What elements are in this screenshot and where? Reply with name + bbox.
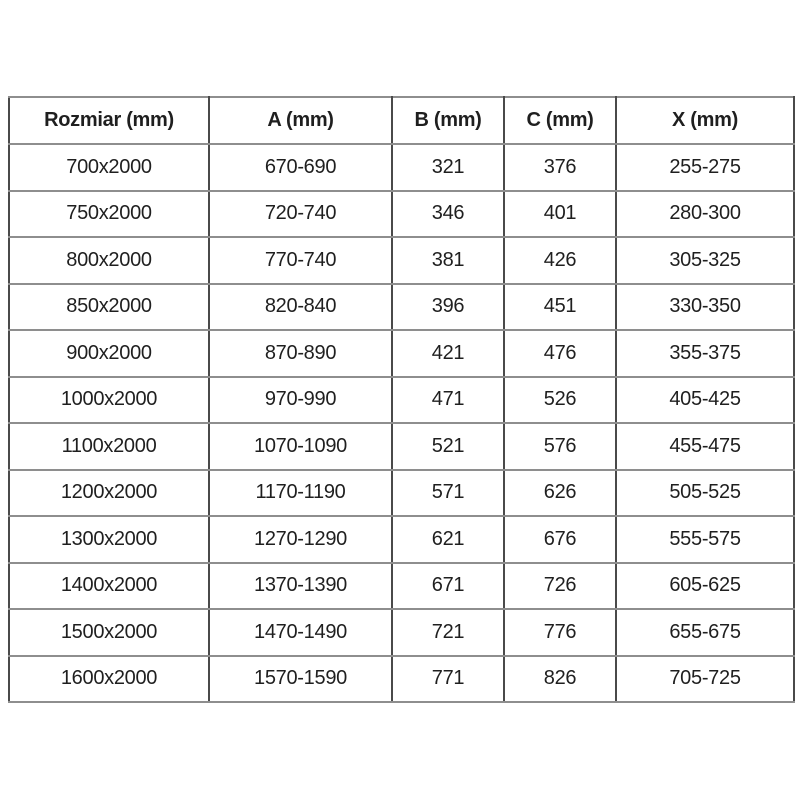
table-header-row xyxy=(9,97,794,144)
table-cell: 1270-1290 xyxy=(209,516,392,563)
table-cell: 605-625 xyxy=(616,563,794,610)
table-row xyxy=(9,563,794,610)
table-cell: 670-690 xyxy=(209,144,392,191)
table-cell: 376 xyxy=(504,144,616,191)
table-body xyxy=(9,144,794,702)
table-cell: 355-375 xyxy=(616,330,794,377)
table-cell: 820-840 xyxy=(209,284,392,331)
table-cell: 330-350 xyxy=(616,284,794,331)
table-cell: 1070-1090 xyxy=(209,423,392,470)
table-cell: 381 xyxy=(392,237,504,284)
table-cell: 771 xyxy=(392,656,504,703)
column-header-4: X (mm) xyxy=(616,97,794,144)
table-cell: 1400x2000 xyxy=(9,563,209,610)
table-cell: 476 xyxy=(504,330,616,377)
table-cell: 1470-1490 xyxy=(209,609,392,656)
table-cell: 426 xyxy=(504,237,616,284)
table-cell: 396 xyxy=(392,284,504,331)
table-cell: 1370-1390 xyxy=(209,563,392,610)
table-row xyxy=(9,330,794,377)
table-row xyxy=(9,377,794,424)
table-cell: 576 xyxy=(504,423,616,470)
table-row xyxy=(9,144,794,191)
table-cell: 776 xyxy=(504,609,616,656)
table-cell: 471 xyxy=(392,377,504,424)
table-cell: 720-740 xyxy=(209,191,392,238)
column-header-3: C (mm) xyxy=(504,97,616,144)
table-row xyxy=(9,284,794,331)
table-cell: 401 xyxy=(504,191,616,238)
column-header-2: B (mm) xyxy=(392,97,504,144)
table-cell: 321 xyxy=(392,144,504,191)
table-cell: 405-425 xyxy=(616,377,794,424)
table-cell: 555-575 xyxy=(616,516,794,563)
table-cell: 700x2000 xyxy=(9,144,209,191)
table-cell: 850x2000 xyxy=(9,284,209,331)
table-row xyxy=(9,516,794,563)
table-cell: 770-740 xyxy=(209,237,392,284)
table-cell: 1200x2000 xyxy=(9,470,209,517)
table-cell: 621 xyxy=(392,516,504,563)
table-cell: 1570-1590 xyxy=(209,656,392,703)
table-cell: 571 xyxy=(392,470,504,517)
table-cell: 726 xyxy=(504,563,616,610)
table-cell: 1100x2000 xyxy=(9,423,209,470)
table-cell: 521 xyxy=(392,423,504,470)
table-row xyxy=(9,609,794,656)
table-cell: 900x2000 xyxy=(9,330,209,377)
table-cell: 346 xyxy=(392,191,504,238)
table-cell: 750x2000 xyxy=(9,191,209,238)
table-cell: 800x2000 xyxy=(9,237,209,284)
table-cell: 870-890 xyxy=(209,330,392,377)
table-row xyxy=(9,423,794,470)
table-cell: 526 xyxy=(504,377,616,424)
table-cell: 505-525 xyxy=(616,470,794,517)
table-row xyxy=(9,656,794,703)
table-row xyxy=(9,191,794,238)
table-cell: 826 xyxy=(504,656,616,703)
table-cell: 1000x2000 xyxy=(9,377,209,424)
table-cell: 705-725 xyxy=(616,656,794,703)
table-cell: 305-325 xyxy=(616,237,794,284)
table-cell: 1500x2000 xyxy=(9,609,209,656)
table-cell: 655-675 xyxy=(616,609,794,656)
table-row xyxy=(9,237,794,284)
table-cell: 671 xyxy=(392,563,504,610)
table-cell: 451 xyxy=(504,284,616,331)
table-cell: 1600x2000 xyxy=(9,656,209,703)
table-cell: 721 xyxy=(392,609,504,656)
table-cell: 626 xyxy=(504,470,616,517)
table-cell: 1170-1190 xyxy=(209,470,392,517)
table-cell: 455-475 xyxy=(616,423,794,470)
size-table xyxy=(8,96,795,703)
column-header-1: A (mm) xyxy=(209,97,392,144)
table-cell: 970-990 xyxy=(209,377,392,424)
table-cell: 1300x2000 xyxy=(9,516,209,563)
table-row xyxy=(9,470,794,517)
table-cell: 280-300 xyxy=(616,191,794,238)
table-cell: 255-275 xyxy=(616,144,794,191)
table-cell: 676 xyxy=(504,516,616,563)
column-header-0: Rozmiar (mm) xyxy=(9,97,209,144)
table-cell: 421 xyxy=(392,330,504,377)
